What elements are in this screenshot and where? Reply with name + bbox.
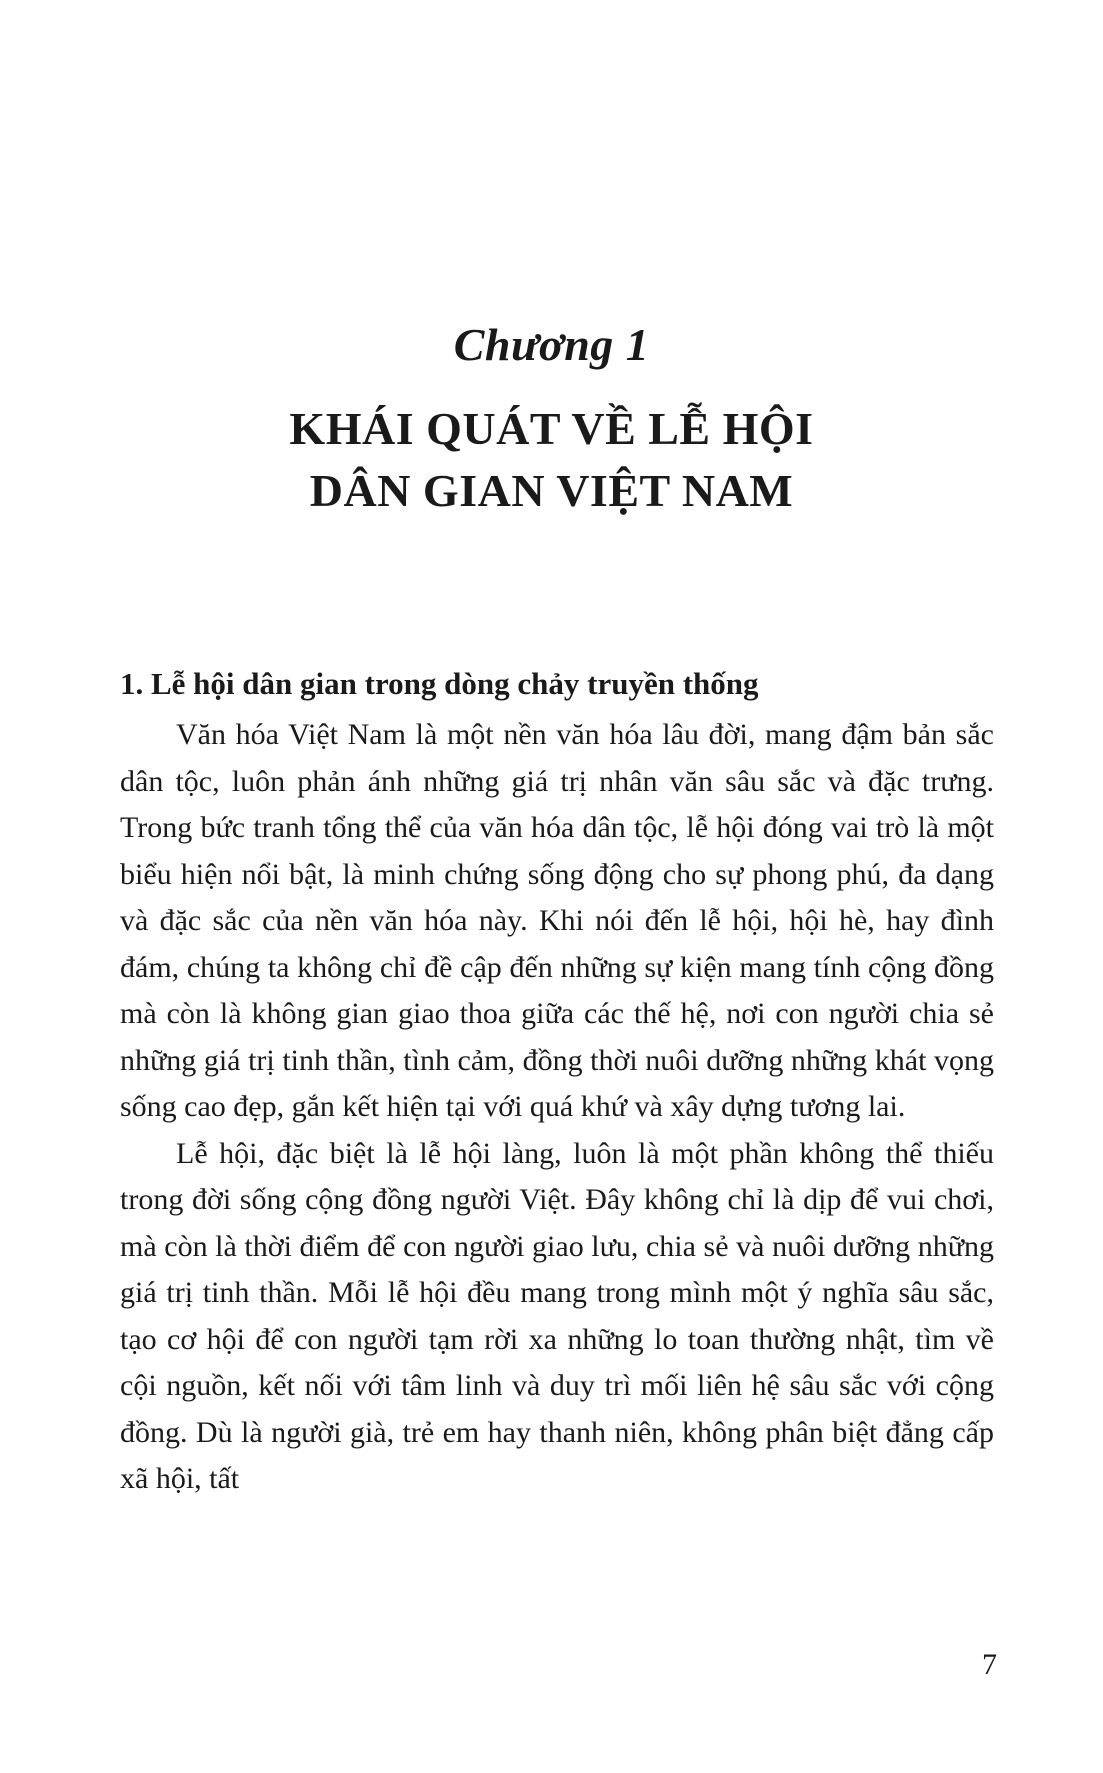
- paragraph: Lễ hội, đặc biệt là lễ hội làng, luôn là một phần không thể thiếu trong đời sống cộng đồng người Việt. Đây không chỉ là dịp để vui chơi, mà còn là thời điểm để con người giao lưu, chia sẻ và nuôi dưỡng những giá trị tinh thần. Mỗi lễ hội đều mang trong mình một ý nghĩa sâu sắc, tạo cơ hội để con người tạm rời xa những lo toan thường nhật, tìm về cội nguồn, kết nối với tâm linh và duy trì mối liên hệ sâu sắc với cộng đồng. Dù là người già, trẻ em hay thanh niên, không phân biệt đẳng cấp xã hội, tất: [120, 1136, 994, 1495]
- section-heading: 1. Lễ hội dân gian trong dòng chảy truyền thống: [120, 666, 759, 701]
- paragraph: Văn hóa Việt Nam là một nền văn hóa lâu đời, mang đậm bản sắc dân tộc, luôn phản ánh những giá trị nhân văn sâu sắc và đặc trưng. Trong bức tranh tổng thể của văn hóa dân tộc, lễ hội đóng vai trò là một biểu hiện nổi bật, là minh chứng sống động cho sự phong phú, đa dạng và đặc sắc của nền văn hóa này. Khi nói đến lễ hội, hội hè, hay đình đám, chúng ta không chỉ đề cập đến những sự kiện mang tính cộng đồng mà còn là không gian giao thoa giữa các thế hệ, nơi con người chia sẻ những giá trị tinh thần, tình cảm, đồng thời nuôi dưỡng những khát vọng sống cao đẹp, gắn kết hiện tại với quá khứ và xây dựng tương lai.: [120, 718, 994, 1123]
- page-number: 7: [982, 1648, 997, 1681]
- chapter-title: [0, 398, 1103, 522]
- body-text: [120, 712, 994, 1503]
- chapter-label: Chương 1: [453, 319, 650, 370]
- chapter-title-line-1: KHÁI QUÁT VỀ LỄ HỘI: [289, 403, 814, 454]
- chapter-title-line-2: DÂN GIAN VIỆT NAM: [309, 465, 794, 516]
